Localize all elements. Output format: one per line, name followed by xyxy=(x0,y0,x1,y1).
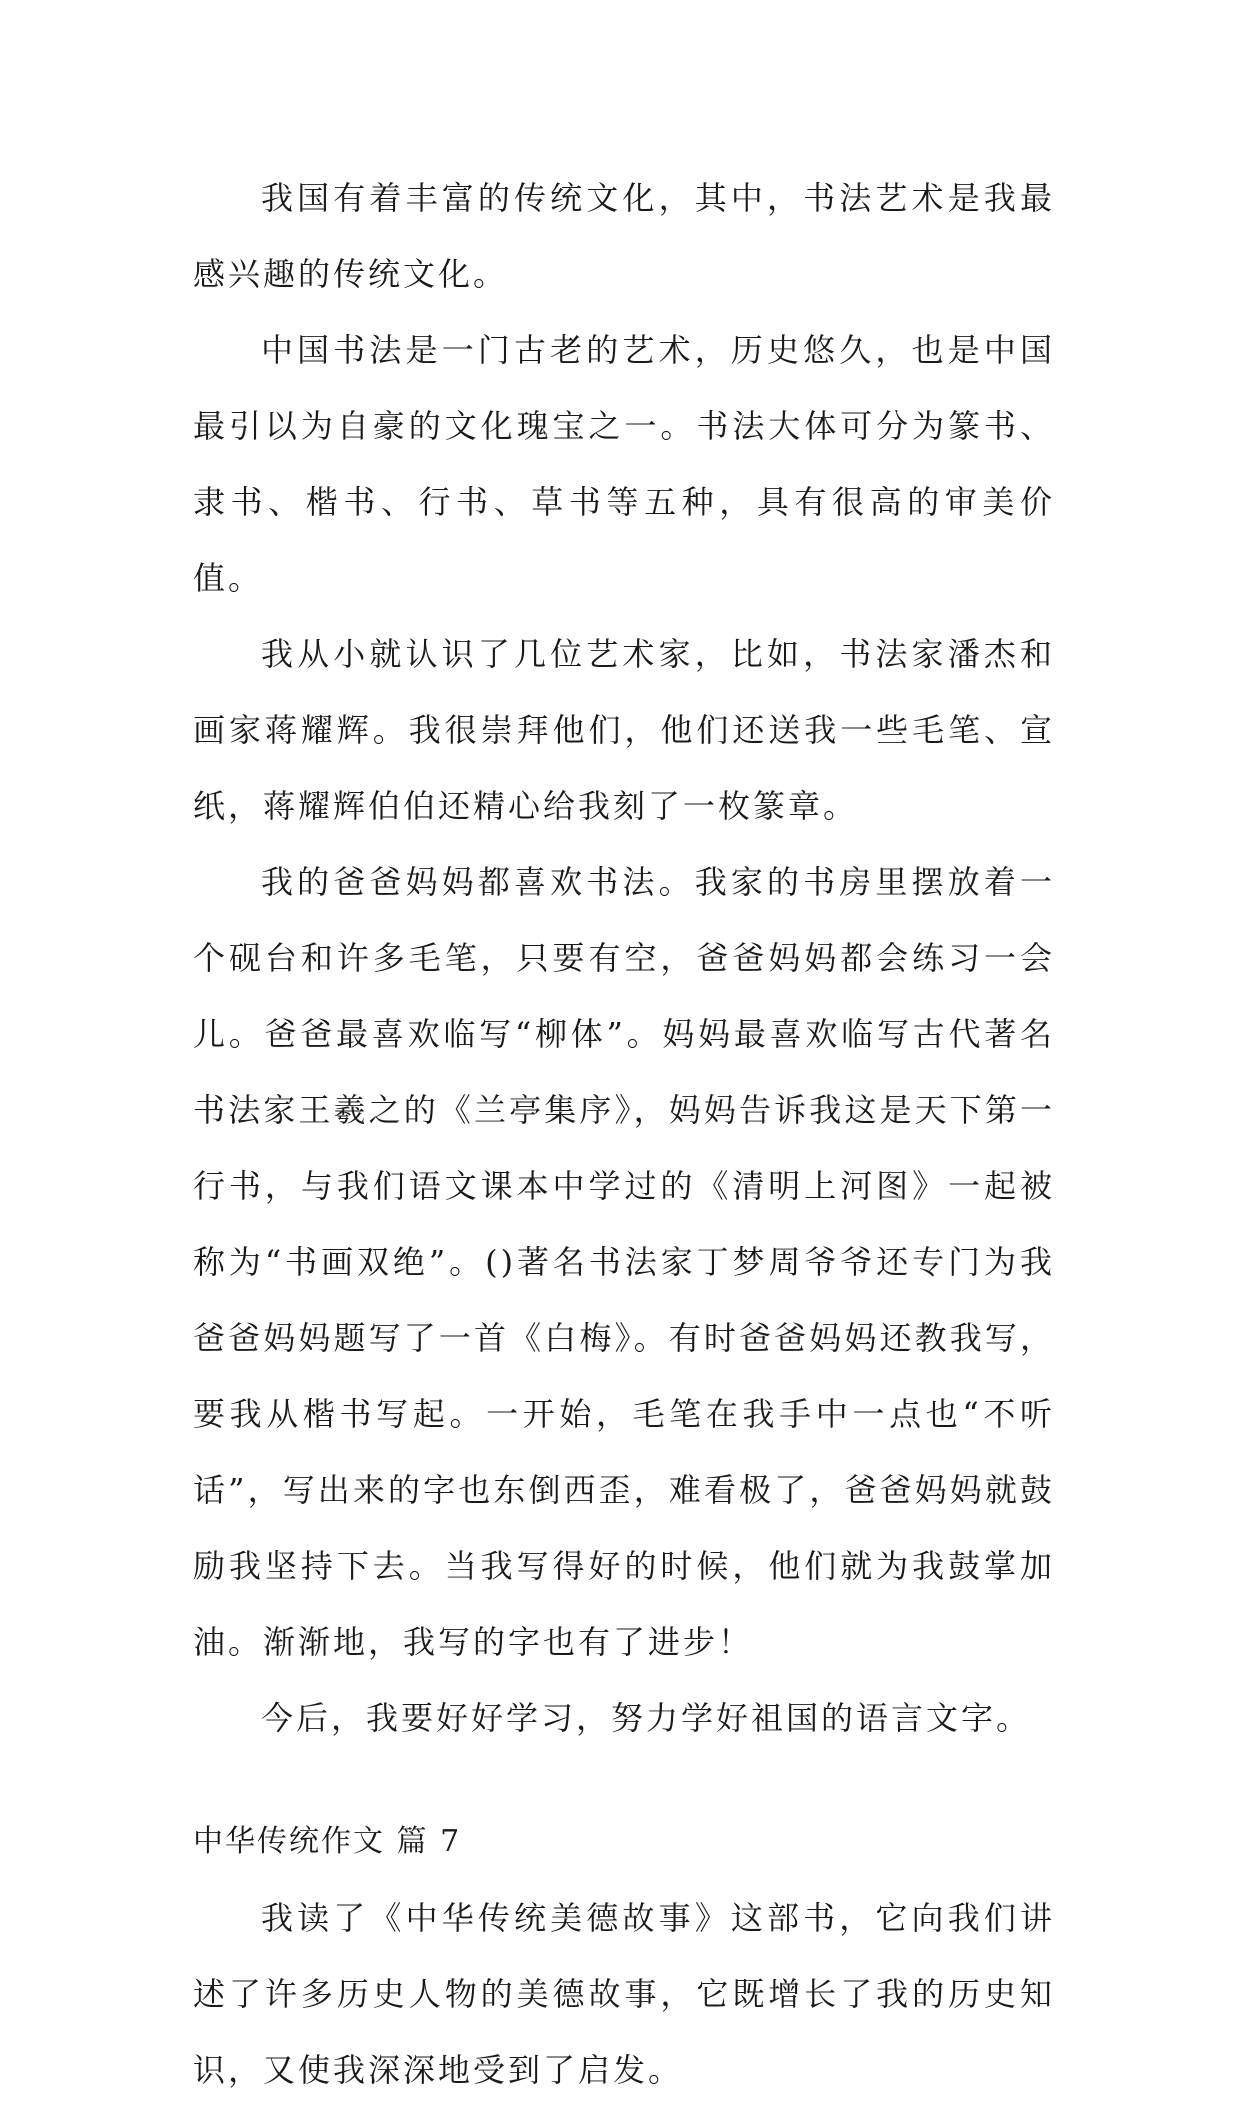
paragraph: 我的爸爸妈妈都喜欢书法。我家的书房里摆放着一个砚台和许多毛笔，只要有空，爸爸妈妈都会练习一会儿。爸爸最喜欢临写“柳体”。妈妈最喜欢临写古代著名书法家王羲之的《兰亭集序》，妈妈告诉我这是天下第一行书，与我们语文课本中学过的《清明上河图》一起被称为“书画双绝”。()著名书法家丁梦周爷爷还专门为我爸爸妈妈题写了一首《白梅》。有时爸爸妈妈还教我写，要我从楷书写起。一开始，毛笔在我手中一点也“不听话”，写出来的字也东倒西歪，难看极了，爸爸妈妈就鼓励我坚持下去。当我写得好的时候，他们就为我鼓掌加油。渐渐地，我写的字也有了进步！ xyxy=(193,863,1055,1661)
paragraph: 我读了《中华传统美德故事》这部书，它向我们讲述了许多历史人物的美德故事，它既增长了我的历史知识，又使我深深地受到了启发。 xyxy=(193,1899,1055,2089)
paragraph: 中国书法是一门古老的艺术，历史悠久，也是中国最引以为自豪的文化瑰宝之一。书法大体可分为篆书、隶书、楷书、行书、草书等五种，具有很高的审美价值。 xyxy=(193,331,1055,597)
paragraph: 我国有着丰富的传统文化，其中，书法艺术是我最感兴趣的传统文化。 xyxy=(193,179,1055,293)
section-heading: 中华传统作文 篇 7 xyxy=(193,1824,462,1859)
paragraph: 我从小就认识了几位艺术家，比如，书法家潘杰和画家蒋耀辉。我很崇拜他们，他们还送我一些毛笔、宣纸，蒋耀辉伯伯还精心给我刻了一枚篆章。 xyxy=(193,635,1055,825)
document-body xyxy=(193,160,1055,2108)
paragraph: 今后，我要好好学习，努力学好祖国的语言文字。 xyxy=(261,1699,1032,1737)
